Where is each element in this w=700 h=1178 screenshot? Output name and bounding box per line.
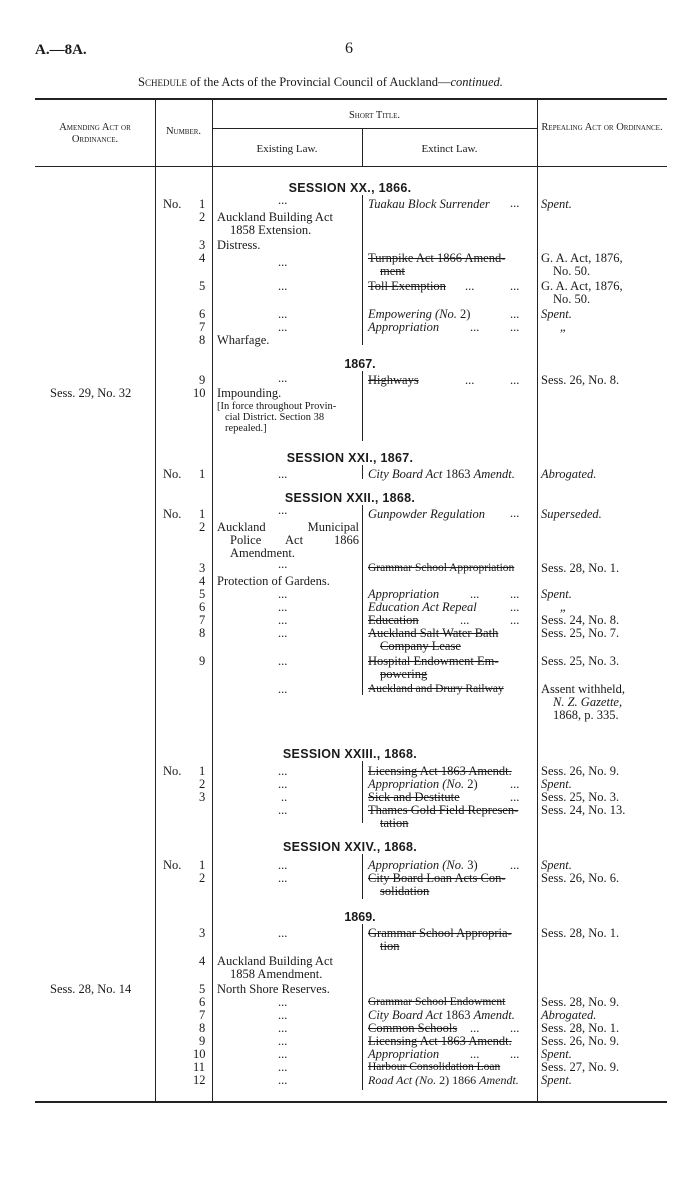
repealing-act: Abrogated. xyxy=(541,467,597,481)
existing-law: Wharfage. xyxy=(217,333,270,347)
repealing-act: Sess. 24, No. 13. xyxy=(541,803,626,817)
existing-law: 1858 Amendment. xyxy=(230,967,323,981)
extinct-law: Appropriation xyxy=(368,320,440,334)
repealing-act: No. 50. xyxy=(553,264,591,278)
leader-dots: ... xyxy=(510,613,520,627)
no-label: No. xyxy=(163,764,182,778)
extinct-law: tation xyxy=(380,816,409,830)
leader-dots: ... xyxy=(510,790,520,804)
short-title-rule xyxy=(212,128,537,129)
repealing-act: „ xyxy=(560,600,566,614)
existing-dots: ... xyxy=(278,1060,288,1074)
item-number: 4 xyxy=(199,574,206,588)
repealing-act: Sess. 25, No. 7. xyxy=(541,626,620,640)
existing-dots: ... xyxy=(278,193,288,207)
leader-dots: ... xyxy=(510,506,520,520)
extinct-law: Harbour Consolidation Loan xyxy=(368,1061,501,1073)
existing-dots: ... xyxy=(278,1034,288,1048)
repealing-act: Spent. xyxy=(541,1047,572,1061)
extinct-law: Education xyxy=(368,613,419,627)
item-number: 8 xyxy=(199,626,206,640)
item-number: 1 xyxy=(199,507,206,521)
session-heading: SESSION XXIII., 1868. xyxy=(282,747,418,761)
item-number: 3 xyxy=(199,561,206,575)
extinct-law: Highways xyxy=(368,373,419,387)
existing-dots: ... xyxy=(278,1008,288,1022)
existing-law: Auckland Building Act xyxy=(217,954,333,968)
repealing-act: Sess. 28, No. 1. xyxy=(541,1021,620,1035)
existing-note: [In force throughout Provin- xyxy=(217,401,337,412)
session-heading: SESSION XXI., 1867. xyxy=(286,451,414,465)
item-number: 7 xyxy=(199,320,206,334)
item-number: 7 xyxy=(199,1008,206,1022)
no-label: No. xyxy=(163,197,182,211)
existing-dots: ... xyxy=(278,871,288,885)
item-number: 5 xyxy=(199,279,206,293)
leader-dots: ... xyxy=(510,858,520,872)
existing-law: Protection of Gardens. xyxy=(217,574,330,588)
extinct-law: Appropriation xyxy=(368,1047,440,1061)
leader-dots: ... xyxy=(510,600,520,614)
extinct-law: Toll Exemption xyxy=(368,279,446,293)
no-label: No. xyxy=(163,467,182,481)
leader-dots: ... xyxy=(510,279,520,293)
repealing-act: N. Z. Gazette, xyxy=(553,695,623,709)
extinct-law: Appropriation xyxy=(368,587,440,601)
existing-law: 1858 Extension. xyxy=(230,223,312,237)
leader-dots: ... xyxy=(470,1047,480,1061)
repealing-act: G. A. Act, 1876, xyxy=(541,279,623,293)
item-number: 9 xyxy=(199,1034,206,1048)
extinct-law: Grammar School Appropriation xyxy=(368,562,515,574)
item-number: 4 xyxy=(199,954,206,968)
item-number: 8 xyxy=(199,1021,206,1035)
existing-dots: ... xyxy=(278,626,288,640)
page-number: 6 xyxy=(345,40,353,57)
extinct-law: Empowering (No. 2) xyxy=(368,307,471,321)
existing-dots: ... xyxy=(278,1047,288,1061)
item-number: 1 xyxy=(199,858,206,872)
extinct-law: Appropriation (No. 2) xyxy=(368,777,478,791)
existing-law: Auckland Building Act xyxy=(217,210,333,224)
col-header-repealing: Repealing Act or Ordinance. xyxy=(541,122,663,133)
repealing-act: Spent. xyxy=(541,587,572,601)
col-rule-2 xyxy=(212,99,213,1102)
existing-law: North Shore Reserves. xyxy=(217,982,330,996)
extinct-divider xyxy=(362,665,363,695)
extinct-law: Sick and Destitute xyxy=(368,790,460,804)
item-number: 1 xyxy=(199,764,206,778)
leader-dots: ... xyxy=(465,373,475,387)
session-heading: SESSION XXIV., 1868. xyxy=(282,840,418,854)
repealing-act: Spent. xyxy=(541,858,572,872)
existing-dots: .. xyxy=(281,790,288,804)
existing-dots: ... xyxy=(278,764,288,778)
repealing-act: Spent. xyxy=(541,197,572,211)
leader-dots: ... xyxy=(510,1021,520,1035)
extinct-law: City Board Act 1863 Amendt. xyxy=(368,467,515,481)
extinct-law: City Board Act 1863 Amendt. xyxy=(368,1008,515,1022)
repealing-act: Spent. xyxy=(541,1073,572,1087)
extinct-law: Grammar School Appropria- xyxy=(368,926,512,940)
table-top-rule xyxy=(35,98,667,100)
year-heading: 1867. xyxy=(344,357,376,371)
existing-law: Impounding. xyxy=(217,386,282,400)
item-number: 1 xyxy=(199,197,206,211)
session-heading: SESSION XXII., 1868. xyxy=(284,491,416,505)
repealing-act: Sess. 26, No. 9. xyxy=(541,1034,620,1048)
extinct-law: Grammar School Endowment xyxy=(368,996,506,1008)
item-number: 2 xyxy=(199,210,206,224)
existing-dots: ... xyxy=(278,858,288,872)
extinct-law: Company Lease xyxy=(380,639,461,653)
item-number: 2 xyxy=(199,871,206,885)
header-bottom-rule xyxy=(35,166,667,167)
extinct-divider xyxy=(362,924,363,1090)
leader-dots: ... xyxy=(460,613,470,627)
existing-dots: ... xyxy=(278,307,288,321)
item-number: 4 xyxy=(199,251,206,265)
extinct-law: Licensing Act 1863 Amendt. xyxy=(368,764,512,778)
col-rule-1 xyxy=(155,99,156,1102)
item-number: 6 xyxy=(199,995,206,1009)
repealing-act: Spent. xyxy=(541,307,572,321)
col-rule-4 xyxy=(537,99,538,1102)
existing-dots: ... xyxy=(278,557,288,571)
extinct-law: Hospital Endowment Em- xyxy=(368,654,499,668)
schedule-title-continued: continued. xyxy=(450,75,503,89)
amending-act: Sess. 29, No. 32 xyxy=(50,386,132,400)
item-number: 6 xyxy=(199,600,206,614)
leader-dots: ... xyxy=(470,1021,480,1035)
existing-dots: ... xyxy=(278,654,288,668)
col-header-short-title: Short Title. xyxy=(348,110,401,121)
item-number: 5 xyxy=(199,982,206,996)
extinct-law: City Board Loan Acts Con- xyxy=(368,871,506,885)
repealing-act: Spent. xyxy=(541,777,572,791)
extinct-divider xyxy=(362,465,363,479)
col-header-existing: Existing Law. xyxy=(256,143,318,155)
existing-dots: ... xyxy=(278,600,288,614)
extinct-law: Appropriation (No. 3) xyxy=(368,858,478,872)
repealing-act: Sess. 26, No. 9. xyxy=(541,764,620,778)
leader-dots: ... xyxy=(510,196,520,210)
extinct-law: Turnpike Act 1866 Amend- xyxy=(368,251,506,265)
extinct-divider xyxy=(362,371,363,441)
schedule-title-lead: Schedule xyxy=(138,75,187,89)
item-number: 10 xyxy=(193,1047,206,1061)
item-number: 2 xyxy=(199,777,206,791)
leader-dots: ... xyxy=(510,777,520,791)
extinct-law: Licensing Act 1863 Amendt. xyxy=(368,1034,512,1048)
existing-dots: ... xyxy=(278,467,288,481)
existing-law: Police Act 1866 xyxy=(230,533,359,547)
existing-dots: ... xyxy=(278,995,288,1009)
extinct-divider xyxy=(362,761,363,823)
leader-dots: ... xyxy=(470,320,480,334)
existing-law: Auckland Municipal xyxy=(217,520,359,534)
extinct-law: tion xyxy=(380,939,400,953)
repealing-act: G. A. Act, 1876, xyxy=(541,251,623,265)
leader-dots: ... xyxy=(510,320,520,334)
extinct-law: Gunpowder Regulation xyxy=(368,507,486,521)
extinct-law: Road Act (No. 2) 1866 Amendt. xyxy=(368,1073,519,1087)
item-number: 11 xyxy=(193,1060,206,1074)
existing-law: Amendment. xyxy=(230,546,295,560)
extinct-law: Thames Gold Field Represen- xyxy=(368,803,519,817)
col-header-number: Number. xyxy=(165,126,202,137)
extinct-law: Education Act Repeal xyxy=(368,600,477,614)
existing-dots: ... xyxy=(278,613,288,627)
existing-law: Distress. xyxy=(217,238,261,252)
existing-dots: ... xyxy=(278,279,288,293)
existing-note: cial District. Section 38 xyxy=(225,412,325,423)
existing-dots: ... xyxy=(278,371,288,385)
repealing-act: Sess. 25, No. 3. xyxy=(541,654,620,668)
existing-dots: ... xyxy=(278,803,288,817)
leader-dots: ... xyxy=(510,587,520,601)
col-header-amending: Amending Act or Ordinance. xyxy=(59,122,131,145)
extinct-law: Tuakau Block Surrender xyxy=(368,197,490,211)
schedule-title-rest: of the Acts of the Provincial Council of Auckland— xyxy=(186,75,451,89)
leader-dots: ... xyxy=(465,279,475,293)
item-number: 1 xyxy=(199,467,206,481)
session-heading: SESSION XX., 1866. xyxy=(288,181,412,195)
existing-dots: ... xyxy=(278,320,288,334)
page-reference: A.—8A. xyxy=(35,42,87,58)
existing-note: repealed.] xyxy=(225,423,267,434)
no-label: No. xyxy=(163,507,182,521)
extinct-divider xyxy=(362,854,363,899)
repealing-act: No. 50. xyxy=(553,292,591,306)
extinct-law: Common Schools xyxy=(368,1021,458,1035)
extinct-law: Auckland and Drury Railway xyxy=(368,683,504,695)
item-number: 3 xyxy=(199,238,206,252)
repealing-act: Abrogated. xyxy=(541,1008,597,1022)
repealing-act: Assent withheld, xyxy=(541,682,626,696)
extinct-divider xyxy=(362,505,363,665)
item-number: 2 xyxy=(199,520,206,534)
leader-dots: ... xyxy=(510,1047,520,1061)
extinct-law: Auckland Salt Water Bath xyxy=(368,626,499,640)
leader-dots: ... xyxy=(510,307,520,321)
item-number: 9 xyxy=(199,654,206,668)
repealing-act: Sess. 26, No. 8. xyxy=(541,373,620,387)
repealing-act: 1868, p. 335. xyxy=(553,708,619,722)
col-header-extinct: Extinct Law. xyxy=(421,143,478,155)
extinct-law: ment xyxy=(380,264,405,278)
leader-dots: ... xyxy=(470,587,480,601)
item-number: 3 xyxy=(199,790,206,804)
item-number: 7 xyxy=(199,613,206,627)
repealing-act: Sess. 28, No. 1. xyxy=(541,926,620,940)
existing-dots: ... xyxy=(278,777,288,791)
existing-dots: ... xyxy=(278,926,288,940)
repealing-act: Sess. 28, No. 1. xyxy=(541,561,620,575)
amending-act: Sess. 28, No. 14 xyxy=(50,982,132,996)
leader-dots: ... xyxy=(510,373,520,387)
existing-dots: ... xyxy=(278,587,288,601)
repealing-act: „ xyxy=(560,320,566,334)
repealing-act: Superseded. xyxy=(541,507,602,521)
item-number: 5 xyxy=(199,587,206,601)
year-heading: 1869. xyxy=(344,910,376,924)
repealing-act: Sess. 27, No. 9. xyxy=(541,1060,620,1074)
item-number: 8 xyxy=(199,333,206,347)
extinct-law: powering xyxy=(380,667,428,681)
existing-dots: ... xyxy=(278,255,288,269)
item-number: 3 xyxy=(199,926,206,940)
repealing-act: Sess. 24, No. 8. xyxy=(541,613,620,627)
item-number: 6 xyxy=(199,307,206,321)
existing-dots: ... xyxy=(278,1073,288,1087)
item-number: 10 xyxy=(193,386,206,400)
item-number: 12 xyxy=(193,1073,206,1087)
item-number: 9 xyxy=(199,373,206,387)
repealing-act: Sess. 25, No. 3. xyxy=(541,790,620,804)
extinct-divider xyxy=(362,195,363,345)
no-label: No. xyxy=(163,858,182,872)
repealing-act: Sess. 28, No. 9. xyxy=(541,995,620,1009)
extinct-law: solidation xyxy=(380,884,430,898)
table-bottom-rule xyxy=(35,1101,667,1103)
existing-dots: ... xyxy=(278,1021,288,1035)
existing-dots: ... xyxy=(278,503,288,517)
repealing-act: Sess. 26, No. 6. xyxy=(541,871,620,885)
existing-dots: ... xyxy=(278,682,288,696)
schedule-title xyxy=(138,75,503,90)
